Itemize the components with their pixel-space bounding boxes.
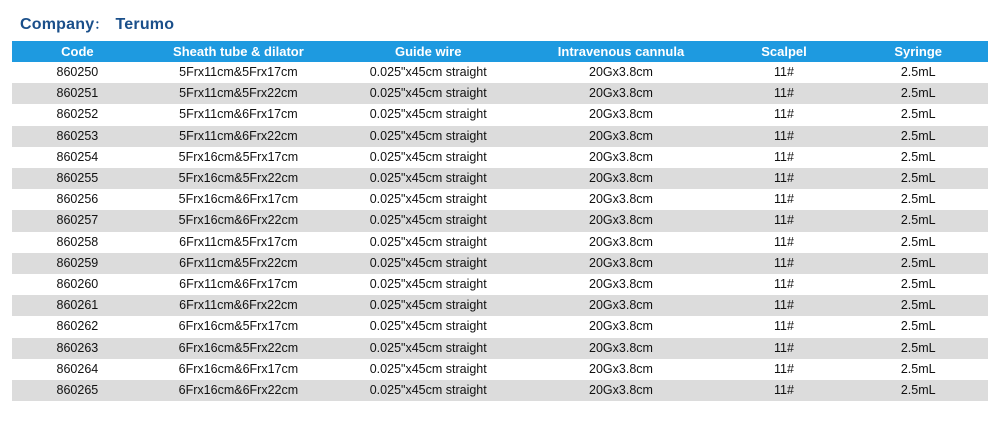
cell-sheath-tube-dilator: 5Frx16cm&6Frx22cm — [143, 210, 334, 231]
cell-sheath-tube-dilator: 5Frx11cm&5Frx17cm — [143, 62, 334, 83]
cell-sheath-tube-dilator: 6Frx16cm&5Frx17cm — [143, 316, 334, 337]
cell-code: 860260 — [12, 274, 143, 295]
table-row — [12, 316, 988, 337]
column-header-sheath-tube-dilator: Sheath tube & dilator — [143, 41, 334, 62]
cell-syringe: 2.5mL — [848, 232, 988, 253]
cell-scalpel: 11# — [720, 189, 849, 210]
cell-scalpel: 11# — [720, 295, 849, 316]
cell-guide-wire: 0.025"x45cm straight — [334, 359, 522, 380]
cell-code: 860261 — [12, 295, 143, 316]
cell-syringe: 2.5mL — [848, 359, 988, 380]
company-label: Company — [20, 16, 95, 33]
cell-code: 860262 — [12, 316, 143, 337]
cell-sheath-tube-dilator: 6Frx16cm&6Frx17cm — [143, 359, 334, 380]
cell-syringe: 2.5mL — [848, 83, 988, 104]
table-row — [12, 168, 988, 189]
table-row — [12, 83, 988, 104]
cell-intravenous-cannula: 20Gx3.8cm — [522, 83, 719, 104]
cell-syringe: 2.5mL — [848, 189, 988, 210]
table-body — [12, 62, 988, 401]
cell-code: 860254 — [12, 147, 143, 168]
cell-intravenous-cannula: 20Gx3.8cm — [522, 189, 719, 210]
cell-syringe: 2.5mL — [848, 274, 988, 295]
cell-intravenous-cannula: 20Gx3.8cm — [522, 359, 719, 380]
cell-code: 860253 — [12, 126, 143, 147]
column-header-intravenous-cannula: Intravenous cannula — [522, 41, 719, 62]
cell-guide-wire: 0.025"x45cm straight — [334, 126, 522, 147]
cell-guide-wire: 0.025"x45cm straight — [334, 104, 522, 125]
cell-sheath-tube-dilator: 6Frx11cm&5Frx17cm — [143, 232, 334, 253]
cell-sheath-tube-dilator: 6Frx11cm&6Frx22cm — [143, 295, 334, 316]
cell-code: 860250 — [12, 62, 143, 83]
cell-intravenous-cannula: 20Gx3.8cm — [522, 126, 719, 147]
cell-guide-wire: 0.025"x45cm straight — [334, 380, 522, 401]
cell-code: 860255 — [12, 168, 143, 189]
cell-scalpel: 11# — [720, 338, 849, 359]
cell-intravenous-cannula: 20Gx3.8cm — [522, 316, 719, 337]
cell-scalpel: 11# — [720, 62, 849, 83]
cell-sheath-tube-dilator: 6Frx11cm&6Frx17cm — [143, 274, 334, 295]
table-row — [12, 274, 988, 295]
table-row — [12, 189, 988, 210]
cell-scalpel: 11# — [720, 83, 849, 104]
table-header-row — [12, 41, 988, 62]
cell-guide-wire: 0.025"x45cm straight — [334, 62, 522, 83]
cell-code: 860264 — [12, 359, 143, 380]
table-row — [12, 232, 988, 253]
table-header — [12, 41, 988, 62]
cell-guide-wire: 0.025"x45cm straight — [334, 253, 522, 274]
cell-intravenous-cannula: 20Gx3.8cm — [522, 295, 719, 316]
cell-guide-wire: 0.025"x45cm straight — [334, 147, 522, 168]
cell-syringe: 2.5mL — [848, 253, 988, 274]
cell-intravenous-cannula: 20Gx3.8cm — [522, 210, 719, 231]
table-row — [12, 380, 988, 401]
cell-scalpel: 11# — [720, 253, 849, 274]
cell-sheath-tube-dilator: 6Frx16cm&5Frx22cm — [143, 338, 334, 359]
cell-sheath-tube-dilator: 5Frx16cm&5Frx17cm — [143, 147, 334, 168]
cell-sheath-tube-dilator: 6Frx11cm&5Frx22cm — [143, 253, 334, 274]
company-heading — [20, 14, 174, 34]
cell-scalpel: 11# — [720, 232, 849, 253]
cell-sheath-tube-dilator: 5Frx16cm&6Frx17cm — [143, 189, 334, 210]
cell-sheath-tube-dilator: 5Frx11cm&5Frx22cm — [143, 83, 334, 104]
cell-syringe: 2.5mL — [848, 380, 988, 401]
cell-intravenous-cannula: 20Gx3.8cm — [522, 168, 719, 189]
cell-syringe: 2.5mL — [848, 316, 988, 337]
cell-guide-wire: 0.025"x45cm straight — [334, 295, 522, 316]
cell-code: 860265 — [12, 380, 143, 401]
cell-intravenous-cannula: 20Gx3.8cm — [522, 253, 719, 274]
cell-code: 860251 — [12, 83, 143, 104]
table-row — [12, 295, 988, 316]
cell-syringe: 2.5mL — [848, 126, 988, 147]
cell-guide-wire: 0.025"x45cm straight — [334, 274, 522, 295]
cell-scalpel: 11# — [720, 316, 849, 337]
cell-guide-wire: 0.025"x45cm straight — [334, 168, 522, 189]
table-row — [12, 253, 988, 274]
cell-code: 860259 — [12, 253, 143, 274]
cell-intravenous-cannula: 20Gx3.8cm — [522, 104, 719, 125]
cell-sheath-tube-dilator: 6Frx16cm&6Frx22cm — [143, 380, 334, 401]
specification-table — [12, 41, 988, 401]
cell-code: 860252 — [12, 104, 143, 125]
cell-sheath-tube-dilator: 5Frx16cm&5Frx22cm — [143, 168, 334, 189]
cell-intravenous-cannula: 20Gx3.8cm — [522, 338, 719, 359]
cell-intravenous-cannula: 20Gx3.8cm — [522, 380, 719, 401]
cell-syringe: 2.5mL — [848, 295, 988, 316]
table-row — [12, 359, 988, 380]
cell-intravenous-cannula: 20Gx3.8cm — [522, 232, 719, 253]
cell-syringe: 2.5mL — [848, 168, 988, 189]
cell-scalpel: 11# — [720, 380, 849, 401]
cell-code: 860256 — [12, 189, 143, 210]
table-row — [12, 147, 988, 168]
cell-guide-wire: 0.025"x45cm straight — [334, 338, 522, 359]
cell-intravenous-cannula: 20Gx3.8cm — [522, 62, 719, 83]
table-row — [12, 126, 988, 147]
cell-intravenous-cannula: 20Gx3.8cm — [522, 147, 719, 168]
cell-intravenous-cannula: 20Gx3.8cm — [522, 274, 719, 295]
column-header-scalpel: Scalpel — [720, 41, 849, 62]
company-colon: ： — [94, 17, 108, 32]
cell-scalpel: 11# — [720, 168, 849, 189]
cell-guide-wire: 0.025"x45cm straight — [334, 210, 522, 231]
cell-code: 860263 — [12, 338, 143, 359]
cell-scalpel: 11# — [720, 210, 849, 231]
table-row — [12, 62, 988, 83]
cell-sheath-tube-dilator: 5Frx11cm&6Frx17cm — [143, 104, 334, 125]
cell-guide-wire: 0.025"x45cm straight — [334, 232, 522, 253]
column-header-guide-wire: Guide wire — [334, 41, 522, 62]
cell-scalpel: 11# — [720, 147, 849, 168]
cell-sheath-tube-dilator: 5Frx11cm&6Frx22cm — [143, 126, 334, 147]
cell-scalpel: 11# — [720, 359, 849, 380]
cell-guide-wire: 0.025"x45cm straight — [334, 316, 522, 337]
cell-scalpel: 11# — [720, 104, 849, 125]
cell-syringe: 2.5mL — [848, 147, 988, 168]
cell-guide-wire: 0.025"x45cm straight — [334, 189, 522, 210]
column-header-code: Code — [12, 41, 143, 62]
cell-guide-wire: 0.025"x45cm straight — [334, 83, 522, 104]
cell-syringe: 2.5mL — [848, 104, 988, 125]
cell-syringe: 2.5mL — [848, 210, 988, 231]
column-header-syringe: Syringe — [848, 41, 988, 62]
cell-syringe: 2.5mL — [848, 338, 988, 359]
cell-code: 860258 — [12, 232, 143, 253]
cell-code: 860257 — [12, 210, 143, 231]
cell-scalpel: 11# — [720, 126, 849, 147]
cell-syringe: 2.5mL — [848, 62, 988, 83]
table-row — [12, 210, 988, 231]
cell-scalpel: 11# — [720, 274, 849, 295]
table-row — [12, 104, 988, 125]
company-value: Terumo — [115, 16, 175, 33]
table-row — [12, 338, 988, 359]
